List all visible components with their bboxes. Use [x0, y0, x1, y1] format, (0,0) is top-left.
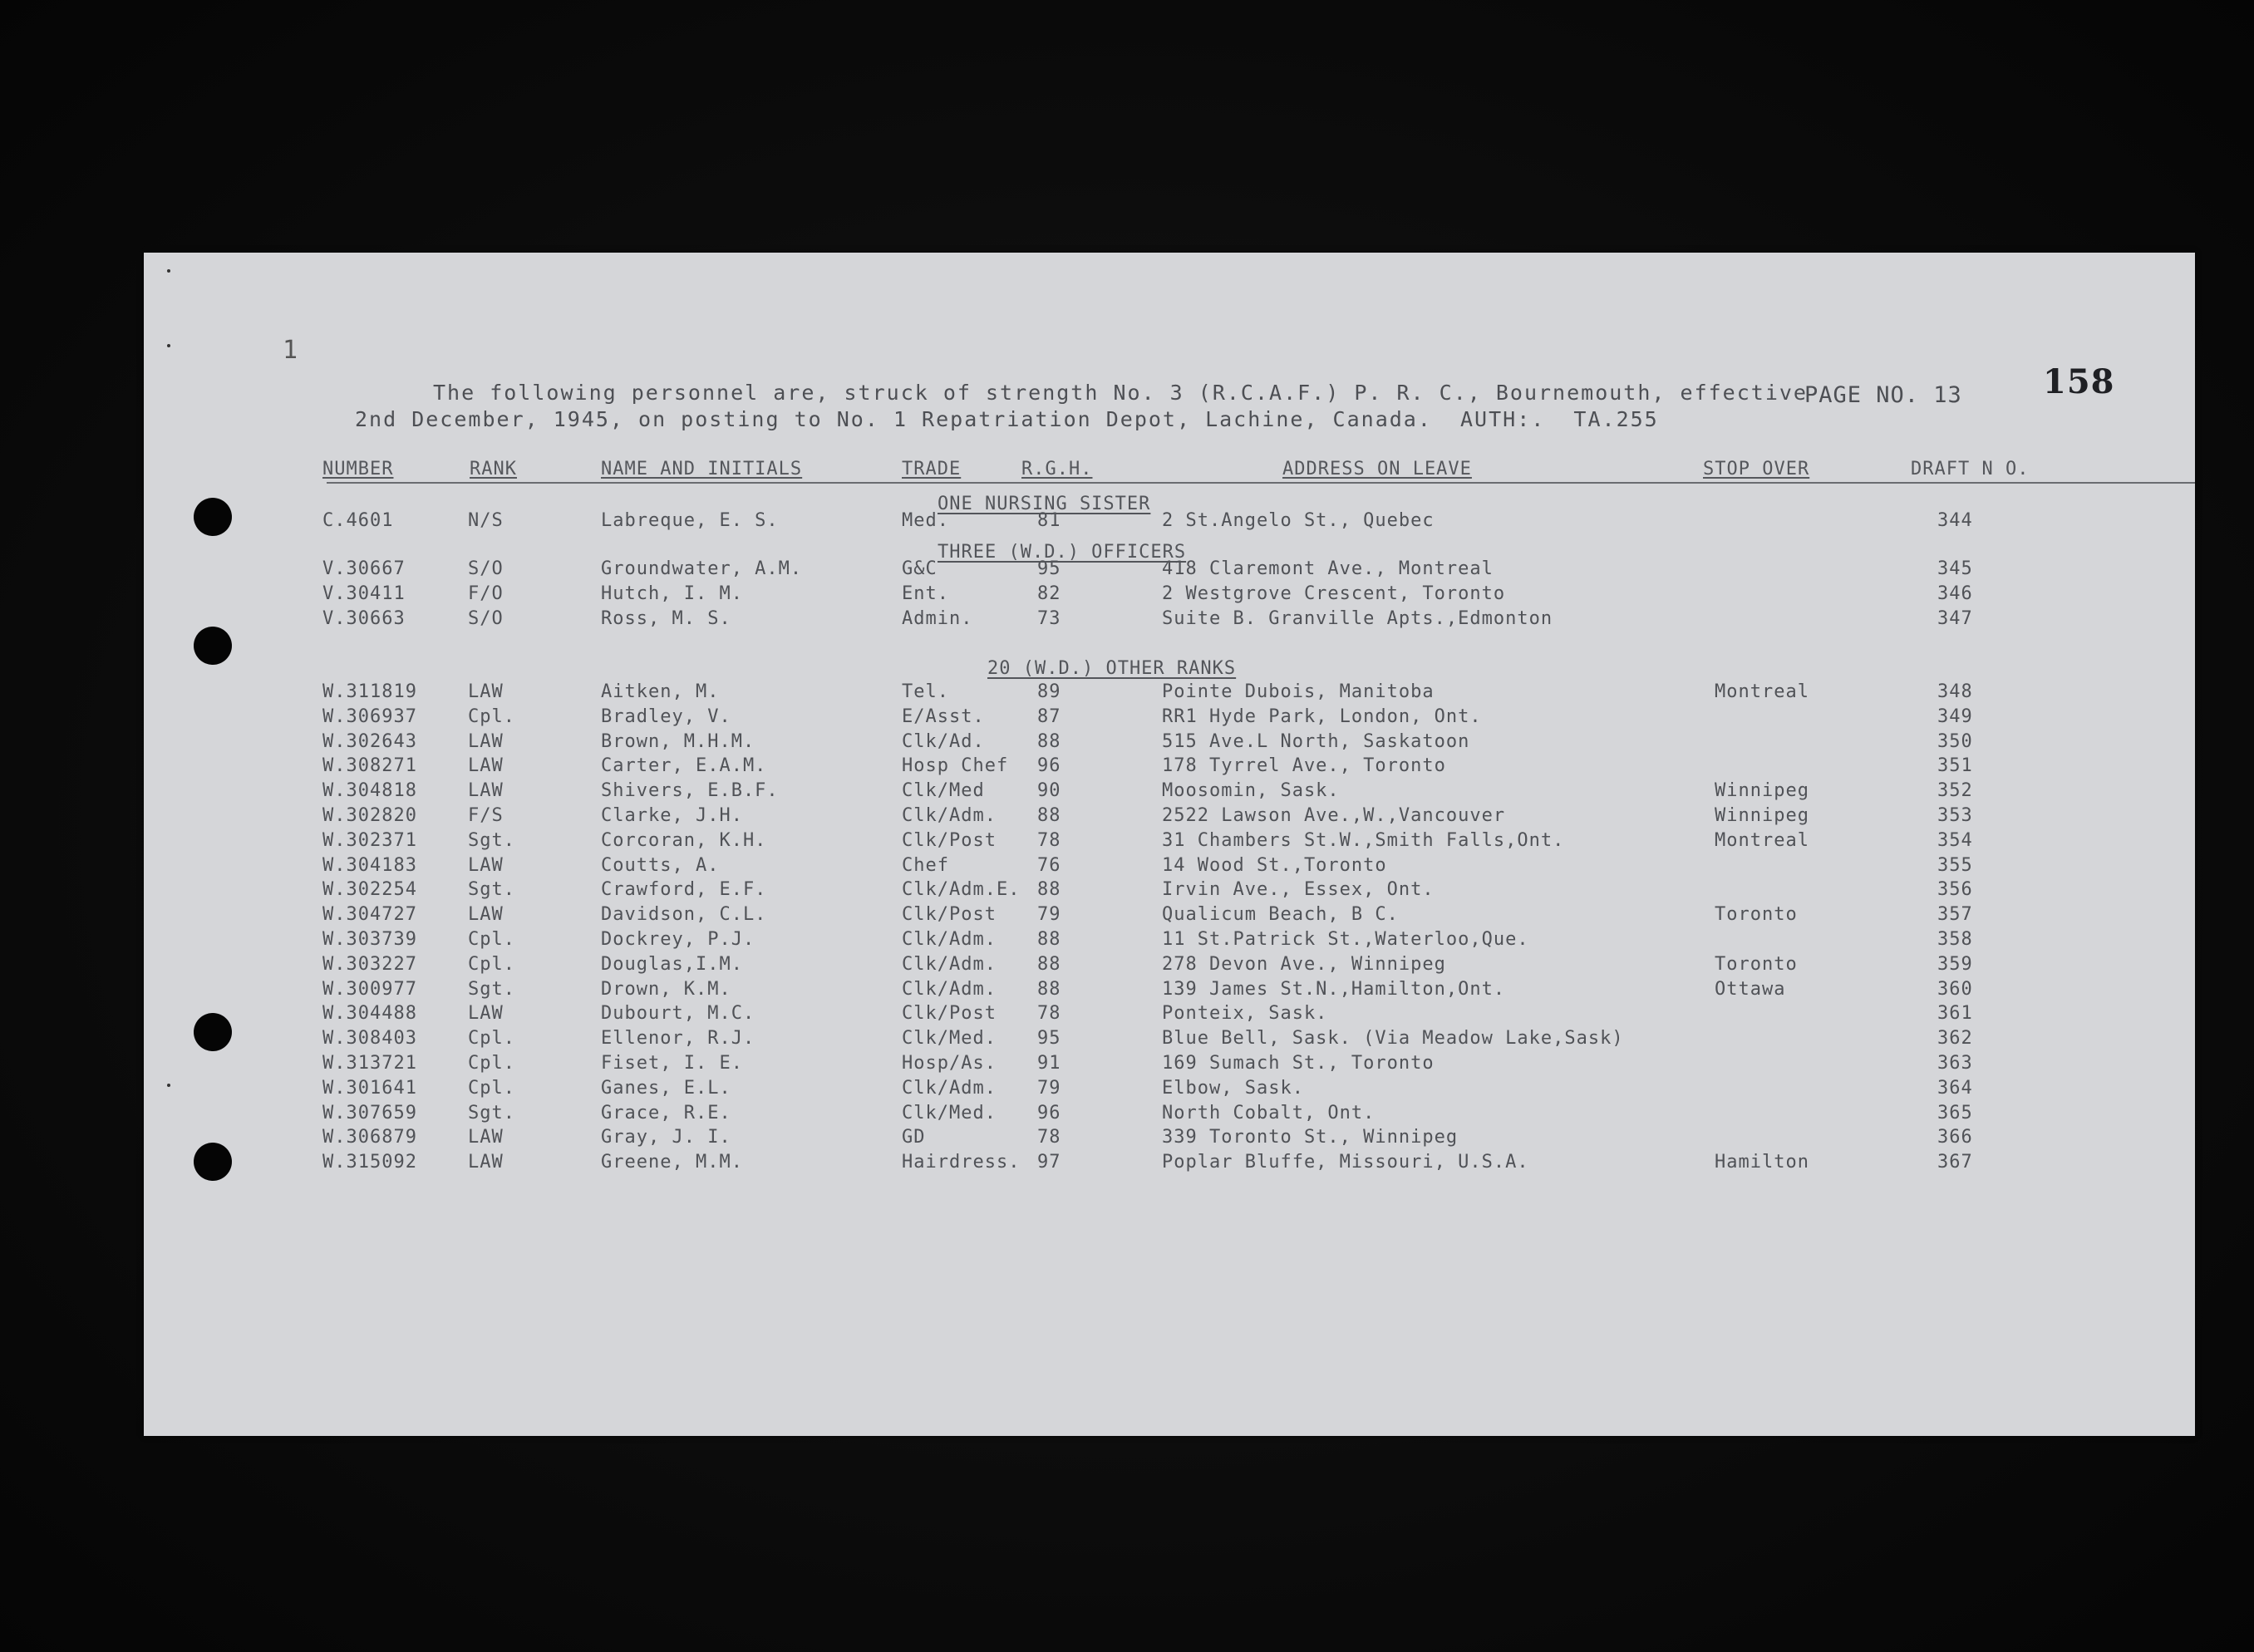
cell-rank: Sgt.	[468, 879, 515, 901]
cell-name: Ellenor, R.J.	[601, 1028, 755, 1050]
cell-draft: 347	[1937, 608, 1973, 629]
cell-rgh: 88	[1037, 978, 1061, 1000]
cell-name: Coutts, A.	[601, 854, 720, 876]
cell-number: W.311819	[322, 681, 417, 702]
cell-draft: 344	[1937, 510, 1973, 531]
cell-number: W.304818	[322, 780, 417, 802]
cell-name: Crawford, E.F.	[601, 879, 767, 901]
cell-number: W.300977	[322, 978, 417, 1000]
document-sheet	[144, 253, 2195, 1436]
cell-rgh: 88	[1037, 805, 1061, 826]
table-row	[144, 582, 2195, 607]
cell-trade: E/Asst.	[902, 706, 985, 727]
cell-trade: Admin.	[902, 608, 973, 629]
cell-trade: Clk/Adm.	[902, 953, 997, 975]
cell-rank: S/O	[468, 558, 504, 579]
table-row	[144, 927, 2195, 952]
cell-draft: 351	[1937, 755, 1973, 777]
cell-trade: Hosp Chef	[902, 755, 1009, 777]
cell-trade: Clk/Med.	[902, 1102, 997, 1123]
cell-rgh: 79	[1037, 1077, 1061, 1099]
col-header-stop-over: STOP OVER	[1703, 459, 1810, 479]
cell-stop-over: Winnipeg	[1715, 780, 1809, 802]
cell-draft: 365	[1937, 1102, 1973, 1123]
cell-rgh: 95	[1037, 1028, 1061, 1050]
cell-draft: 358	[1937, 929, 1973, 950]
cell-address: Moosomin, Sask.	[1162, 780, 1340, 802]
punch-hole	[194, 627, 232, 665]
cell-rank: Cpl.	[468, 1028, 515, 1050]
cell-number: W.303227	[322, 953, 417, 975]
col-header-trade: TRADE	[902, 459, 962, 479]
table-row	[144, 1150, 2195, 1175]
cell-number: W.301641	[322, 1077, 417, 1099]
cell-number: V.30411	[322, 583, 406, 604]
cell-address: 169 Sumach St., Toronto	[1162, 1053, 1435, 1074]
section-title: ONE NURSING SISTER	[938, 494, 1151, 514]
cell-rank: Sgt.	[468, 829, 515, 851]
cell-number: C.4601	[322, 510, 394, 531]
cell-stop-over: Hamilton	[1715, 1152, 1809, 1173]
cell-name: Ganes, E.L.	[601, 1077, 731, 1099]
cell-name: Carter, E.A.M.	[601, 755, 767, 777]
cell-address: 2 Westgrove Crescent, Toronto	[1162, 583, 1506, 604]
cell-number: W.308403	[322, 1028, 417, 1050]
cell-draft: 355	[1937, 854, 1973, 876]
cell-number: W.313721	[322, 1053, 417, 1074]
cell-draft: 352	[1937, 780, 1973, 802]
cell-stop-over: Montreal	[1715, 829, 1809, 851]
cell-trade: Tel.	[902, 681, 949, 702]
cell-address: Poplar Bluffe, Missouri, U.S.A.	[1162, 1152, 1529, 1173]
cell-rgh: 88	[1037, 929, 1061, 950]
col-header-rank: RANK	[470, 459, 517, 479]
cell-stop-over: Toronto	[1715, 904, 1798, 926]
header-line-1: The following personnel are, struck of strength No. 3 (R.C.A.F.) P. R. C., Bournemouth, effective	[433, 381, 1808, 405]
cell-address: 418 Claremont Ave., Montreal	[1162, 558, 1494, 579]
cell-rgh: 91	[1037, 1053, 1061, 1074]
cell-rgh: 97	[1037, 1152, 1061, 1173]
cell-address: 11 St.Patrick St.,Waterloo,Que.	[1162, 929, 1529, 950]
table-row	[144, 509, 2195, 533]
cell-name: Clarke, J.H.	[601, 805, 743, 826]
cell-address: Qualicum Beach, B C.	[1162, 904, 1399, 926]
table-row	[144, 804, 2195, 828]
header-rule	[327, 482, 2195, 484]
cell-stop-over: Toronto	[1715, 953, 1798, 975]
section-title: THREE (W.D.) OFFICERS	[938, 542, 1187, 563]
cell-name: Corcoran, K.H.	[601, 829, 767, 851]
folio-stamp: 158	[2043, 362, 2115, 401]
cell-trade: Clk/Ad.	[902, 730, 985, 752]
cell-rank: F/S	[468, 805, 504, 826]
cell-address: Pointe Dubois, Manitoba	[1162, 681, 1435, 702]
cell-address: 2522 Lawson Ave.,W.,Vancouver	[1162, 805, 1506, 826]
cell-number: W.302643	[322, 730, 417, 752]
cell-rank: Sgt.	[468, 978, 515, 1000]
cell-trade: Clk/Adm.	[902, 1077, 997, 1099]
cell-rgh: 90	[1037, 780, 1061, 802]
cell-number: V.30663	[322, 608, 406, 629]
cell-address: 178 Tyrrel Ave., Toronto	[1162, 755, 1446, 777]
cell-rgh: 95	[1037, 558, 1061, 579]
cell-address: 278 Devon Ave., Winnipeg	[1162, 953, 1446, 975]
cell-rgh: 96	[1037, 755, 1061, 777]
cell-number: W.304727	[322, 904, 417, 926]
corner-mark: 1	[283, 336, 298, 365]
cell-name: Dockrey, P.J.	[601, 929, 755, 950]
cell-name: Aitken, M.	[601, 681, 720, 702]
cell-rgh: 96	[1037, 1102, 1061, 1123]
cell-rgh: 89	[1037, 681, 1061, 702]
cell-draft: 367	[1937, 1152, 1973, 1173]
table-row	[144, 1101, 2195, 1126]
col-header-name: NAME AND INITIALS	[601, 459, 803, 479]
paper-speck	[167, 269, 170, 273]
cell-draft: 349	[1937, 706, 1973, 727]
cell-draft: 348	[1937, 681, 1973, 702]
cell-name: Labreque, E. S.	[601, 510, 779, 531]
cell-number: W.315092	[322, 1152, 417, 1173]
cell-address: 14 Wood St.,Toronto	[1162, 854, 1387, 876]
cell-address: North Cobalt, Ont.	[1162, 1102, 1376, 1123]
cell-name: Greene, M.M.	[601, 1152, 743, 1173]
cell-number: V.30667	[322, 558, 406, 579]
cell-trade: Clk/Adm.	[902, 929, 997, 950]
cell-number: W.302254	[322, 879, 417, 901]
header-line-2: 2nd December, 1945, on posting to No. 1 Repatriation Depot, Lachine, Canada. AUTH:. TA.255	[355, 407, 1659, 431]
cell-stop-over: Ottawa	[1715, 978, 1786, 1000]
cell-draft: 364	[1937, 1077, 1973, 1099]
cell-draft: 359	[1937, 953, 1973, 975]
cell-draft: 357	[1937, 904, 1973, 926]
table-row	[144, 1051, 2195, 1076]
cell-name: Hutch, I. M.	[601, 583, 743, 604]
cell-name: Douglas,I.M.	[601, 953, 743, 975]
cell-address: Elbow, Sask.	[1162, 1077, 1304, 1099]
cell-address: Irvin Ave., Essex, Ont.	[1162, 879, 1435, 901]
cell-name: Shivers, E.B.F.	[601, 780, 779, 802]
col-header-draft: DRAFT N O.	[1911, 459, 2030, 479]
table-row	[144, 1125, 2195, 1150]
cell-name: Drown, K.M.	[601, 978, 731, 1000]
cell-trade: Med.	[902, 510, 949, 531]
cell-rank: LAW	[468, 1127, 504, 1148]
cell-address: Ponteix, Sask.	[1162, 1003, 1328, 1025]
cell-name: Grace, R.E.	[601, 1102, 731, 1123]
cell-trade: GD	[902, 1127, 926, 1148]
cell-address: 339 Toronto St., Winnipeg	[1162, 1127, 1459, 1148]
cell-rank: LAW	[468, 681, 504, 702]
cell-draft: 363	[1937, 1053, 1973, 1074]
cell-name: Bradley, V.	[601, 706, 731, 727]
cell-rgh: 87	[1037, 706, 1061, 727]
cell-address: 31 Chambers St.W.,Smith Falls,Ont.	[1162, 829, 1565, 851]
cell-rank: Cpl.	[468, 929, 515, 950]
cell-address: RR1 Hyde Park, London, Ont.	[1162, 706, 1482, 727]
cell-rank: S/O	[468, 608, 504, 629]
cell-rgh: 78	[1037, 829, 1061, 851]
table-row	[144, 952, 2195, 977]
table-row	[144, 754, 2195, 779]
cell-number: W.304183	[322, 854, 417, 876]
cell-rgh: 88	[1037, 730, 1061, 752]
cell-number: W.302371	[322, 829, 417, 851]
table-row	[144, 730, 2195, 755]
cell-trade: Clk/Post	[902, 904, 997, 926]
cell-rgh: 81	[1037, 510, 1061, 531]
cell-number: W.304488	[322, 1003, 417, 1025]
table-row	[144, 779, 2195, 804]
cell-address: Blue Bell, Sask. (Via Meadow Lake,Sask)	[1162, 1028, 1624, 1050]
cell-rank: Cpl.	[468, 706, 515, 727]
cell-rank: Cpl.	[468, 1077, 515, 1099]
cell-name: Ross, M. S.	[601, 608, 731, 629]
cell-rank: LAW	[468, 755, 504, 777]
cell-address: 2 St.Angelo St., Quebec	[1162, 510, 1435, 531]
cell-number: W.306937	[322, 706, 417, 727]
cell-rank: Cpl.	[468, 1053, 515, 1074]
cell-rank: N/S	[468, 510, 504, 531]
table-row	[144, 853, 2195, 878]
cell-name: Fiset, I. E.	[601, 1053, 743, 1074]
cell-rank: LAW	[468, 1152, 504, 1173]
cell-rank: F/O	[468, 583, 504, 604]
cell-stop-over: Winnipeg	[1715, 805, 1809, 826]
cell-number: W.302820	[322, 805, 417, 826]
cell-name: Brown, M.H.M.	[601, 730, 755, 752]
cell-draft: 362	[1937, 1028, 1973, 1050]
cell-number: W.303739	[322, 929, 417, 950]
cell-address: 139 James St.N.,Hamilton,Ont.	[1162, 978, 1506, 1000]
cell-draft: 350	[1937, 730, 1973, 752]
cell-number: W.307659	[322, 1102, 417, 1123]
cell-draft: 353	[1937, 805, 1973, 826]
cell-trade: G&C	[902, 558, 938, 579]
cell-name: Groundwater, A.M.	[601, 558, 803, 579]
table-row	[144, 680, 2195, 705]
cell-number: W.308271	[322, 755, 417, 777]
cell-draft: 354	[1937, 829, 1973, 851]
table-row	[144, 828, 2195, 853]
col-header-rgh: R.G.H.	[1021, 459, 1093, 479]
cell-rank: LAW	[468, 780, 504, 802]
cell-rgh: 88	[1037, 953, 1061, 975]
cell-draft: 366	[1937, 1127, 1973, 1148]
cell-rgh: 78	[1037, 1003, 1061, 1025]
cell-draft: 345	[1937, 558, 1973, 579]
cell-name: Gray, J. I.	[601, 1127, 731, 1148]
table-row	[144, 1001, 2195, 1026]
cell-rgh: 79	[1037, 904, 1061, 926]
cell-trade: Clk/Post	[902, 829, 997, 851]
table-row	[144, 977, 2195, 1002]
cell-number: W.306879	[322, 1127, 417, 1148]
cell-trade: Clk/Adm.	[902, 978, 997, 1000]
cell-rgh: 78	[1037, 1127, 1061, 1148]
cell-trade: Chef	[902, 854, 949, 876]
cell-address: 515 Ave.L North, Saskatoon	[1162, 730, 1470, 752]
cell-trade: Hosp/As.	[902, 1053, 997, 1074]
cell-trade: Clk/Med	[902, 780, 985, 802]
cell-stop-over: Montreal	[1715, 681, 1809, 702]
cell-rgh: 88	[1037, 879, 1061, 901]
cell-trade: Clk/Adm.E.	[902, 879, 1021, 901]
cell-rank: LAW	[468, 904, 504, 926]
col-header-number: NUMBER	[322, 459, 394, 479]
cell-name: Dubourt, M.C.	[601, 1003, 755, 1025]
paper-speck	[167, 344, 170, 347]
page-number-label: PAGE NO. 13	[1804, 382, 1962, 408]
cell-trade: Clk/Post	[902, 1003, 997, 1025]
cell-draft: 361	[1937, 1003, 1973, 1025]
cell-rank: LAW	[468, 1003, 504, 1025]
cell-rgh: 76	[1037, 854, 1061, 876]
cell-rgh: 73	[1037, 608, 1061, 629]
table-row	[144, 705, 2195, 730]
cell-trade: Ent.	[902, 583, 949, 604]
cell-draft: 360	[1937, 978, 1973, 1000]
cell-rank: LAW	[468, 854, 504, 876]
cell-rank: Cpl.	[468, 953, 515, 975]
table-row	[144, 902, 2195, 927]
cell-address: Suite B. Granville Apts.,Edmonton	[1162, 608, 1553, 629]
cell-name: Davidson, C.L.	[601, 904, 767, 926]
table-row	[144, 878, 2195, 902]
cell-trade: Hairdress.	[902, 1152, 1021, 1173]
section-title: 20 (W.D.) OTHER RANKS	[987, 658, 1237, 679]
cell-draft: 356	[1937, 879, 1973, 901]
cell-draft: 346	[1937, 583, 1973, 604]
col-header-address: ADDRESS ON LEAVE	[1282, 459, 1472, 479]
cell-rank: Sgt.	[468, 1102, 515, 1123]
table-row	[144, 1076, 2195, 1101]
table-row	[144, 1026, 2195, 1051]
cell-trade: Clk/Med.	[902, 1028, 997, 1050]
cell-trade: Clk/Adm.	[902, 805, 997, 826]
cell-rank: LAW	[468, 730, 504, 752]
cell-rgh: 82	[1037, 583, 1061, 604]
table-row	[144, 607, 2195, 632]
